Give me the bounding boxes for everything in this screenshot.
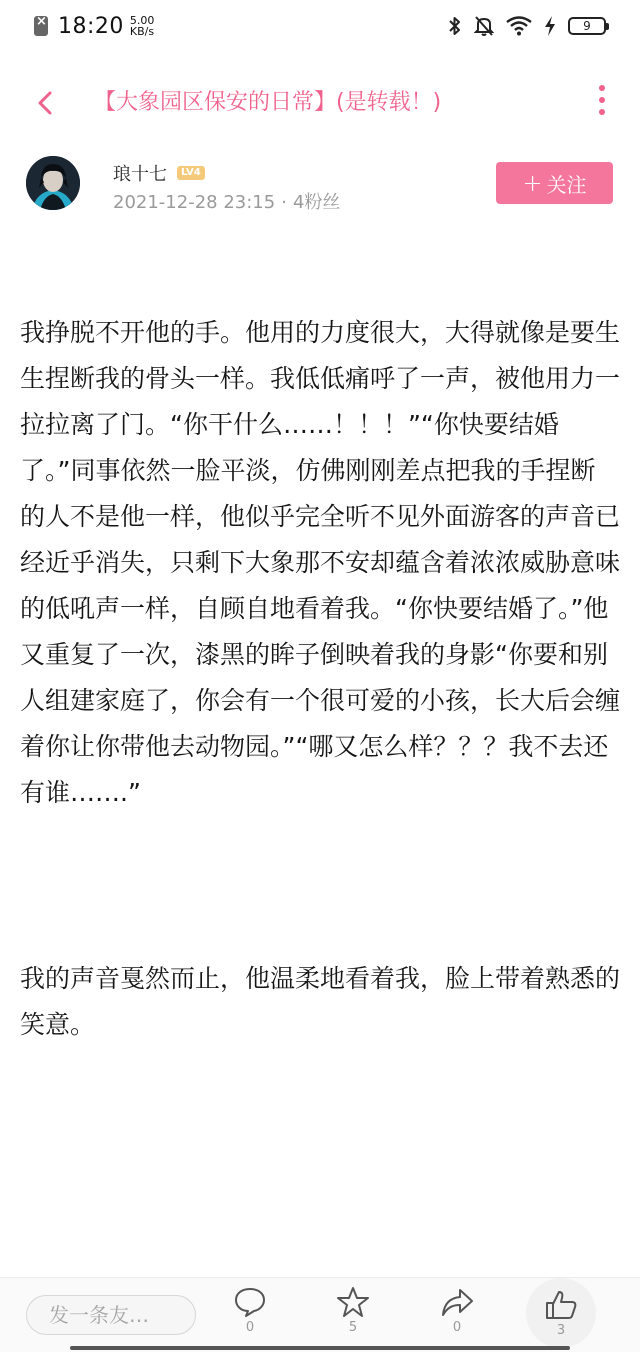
sim-off-icon (34, 16, 48, 36)
net-speed (130, 15, 155, 37)
avatar-image (26, 156, 80, 210)
fans-count: 4粉丝 (292, 192, 341, 213)
mute-icon (474, 15, 494, 37)
follow-label: 关注 (546, 172, 587, 197)
article-body (20, 310, 620, 1048)
comment-input[interactable]: 发一条友… (26, 1295, 196, 1335)
like-button[interactable] (524, 1278, 598, 1348)
post-meta (113, 188, 340, 214)
post-date: 2021-12-28 23:15 (113, 192, 276, 213)
favorite-count: 5 (348, 1320, 358, 1335)
charging-icon (544, 16, 556, 36)
follow-button[interactable] (496, 162, 613, 204)
favorite-button[interactable] (323, 1286, 383, 1335)
net-speed-unit: KB/s (129, 25, 155, 38)
net-speed-value: 5.00 (129, 14, 155, 27)
bluetooth-icon (448, 15, 462, 37)
status-right (448, 12, 606, 40)
header-bar (0, 75, 640, 131)
avatar[interactable] (26, 156, 80, 210)
share-arrow-icon (440, 1286, 474, 1318)
bottom-action-bar (0, 1277, 640, 1352)
status-left (34, 12, 154, 40)
chevron-left-icon (26, 81, 66, 125)
more-button[interactable] (594, 85, 610, 121)
thumbs-up-icon (544, 1289, 578, 1321)
article-paragraph: 我的声音戛然而止，他温柔地看着我，脸上带着熟悉的笑意。 (20, 964, 621, 1039)
meta-separator: · (281, 192, 287, 213)
author-info (0, 156, 640, 216)
level-badge: LV4 (177, 166, 205, 180)
page-title: 【大象园区保安的日常】(是转载！) (94, 90, 442, 115)
share-button[interactable] (427, 1286, 487, 1335)
share-count: 0 (452, 1320, 462, 1335)
author-name-row (113, 160, 205, 186)
comment-count: 0 (245, 1320, 255, 1335)
battery-icon: 9 (568, 17, 606, 35)
like-circle (526, 1278, 596, 1348)
star-icon (336, 1286, 370, 1318)
author-name[interactable]: 琅十七 (113, 164, 167, 185)
back-button[interactable] (26, 81, 66, 125)
article-paragraph: 我挣脱不开他的手。他用的力度很大，大得就像是要生生捏断我的骨头一样。我低低痛呼了一声，被他用力一拉拉离了门。“你干什么……！！！”“你快要结婚了。”同事依然一脸平淡，仿佛刚刚差点把我的手捏断的人不是他一样，他似乎完全听不见外面游客的声音已经近乎消失，只剩下大象那不安却蕴含着浓浓威胁意味的低吼声一样，自顾自地看着我。“你快要结婚了。”他又重复了一次，漆黑的眸子倒映着我的身影“你要和别人组建家庭了，你会有一个很可爱的小孩，长大后会缠着你让你带他去动物园。”“哪又怎么样？？？我不去还有谁…….” (20, 318, 621, 807)
status-bar (0, 0, 640, 52)
comment-bubble-icon (233, 1286, 267, 1318)
home-indicator[interactable] (70, 1346, 570, 1350)
status-time: 18:20 (58, 13, 124, 39)
like-count: 3 (556, 1322, 566, 1338)
wifi-icon (506, 16, 532, 36)
comment-button[interactable] (220, 1286, 280, 1335)
plus-icon: + (522, 169, 543, 197)
more-vertical-icon (599, 85, 605, 91)
